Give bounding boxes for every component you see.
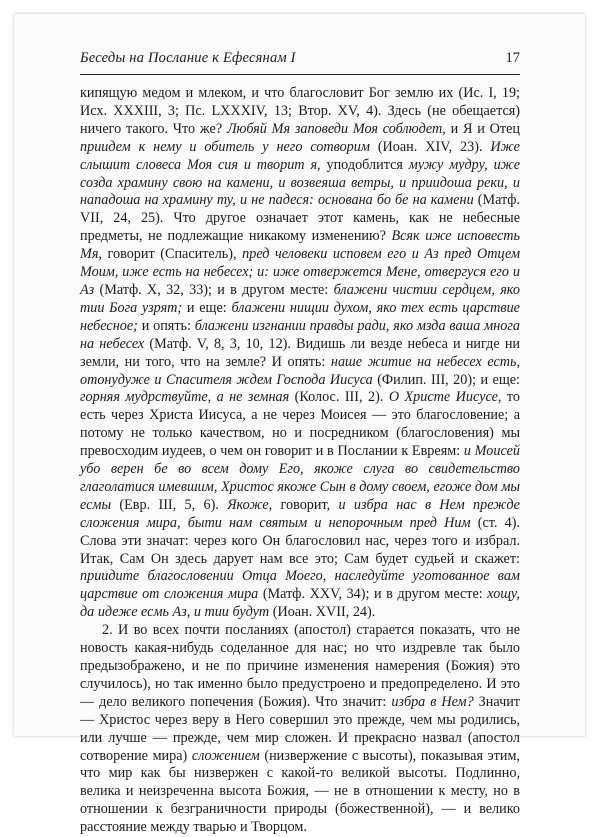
text-run: (Иоан. XVII, 24).	[269, 604, 376, 621]
text-run: (Матф. XXV, 34); и в другом месте:	[258, 586, 488, 603]
italic-quote: блажени чистии сердцем, яко тии Бога узрят;	[80, 281, 520, 316]
text-run: кипящую медом и млеком, и что благословит Бог землю их (Ис. I, 19; Исх. XXXIII, 3; Пс. LXXXIV, 13; Втор. XV, 4). Здесь (не обещается) ничего такого. Что же?	[80, 85, 520, 137]
text-run: , уподоблится	[317, 156, 409, 173]
italic-quote: хощу, да идеже есмь Аз, и тии будут	[80, 586, 520, 621]
text-run: (низвержение с высоты), показывая этим, что мир как бы низвержен с какой-то великой высоты. Подлинно, велика и неизреченна высота Божия, — не в отношении к месту, но в отношении к безграничности природы (божественной), — и велико расстояние между тварью и Творцом.	[80, 747, 520, 836]
text-run: (Евр. III, 5, 6).	[111, 496, 228, 513]
italic-quote: наше житие на небесех есть, отонудуже и Спасителя ждем Господа Иисуса	[80, 353, 520, 388]
italic-quote: блажени нищии духом, яко тех есть царствие небесное;	[80, 299, 520, 334]
running-title: Беседы на Послание к Ефесянам I	[80, 50, 296, 66]
text-run: (Матф. VII, 24, 25). Что другое означает этот камень, как не небесные предметы, не подлежащие никакому изменению?	[80, 192, 520, 245]
text-run: (Иоан. XIV, 23).	[369, 138, 491, 155]
text-run: , говорит,	[268, 496, 339, 513]
text-run: и еще:	[182, 299, 232, 316]
italic-quote: Любяй Мя заповеди Моя соблюдет	[226, 120, 443, 137]
text-run: (Филип. III, 20); и еще:	[372, 371, 520, 388]
text-run: Значит — Христос через веру в Него совершил это прежде, чем мы родились, или лучше — прежде, чем мир сложен. И прекрасно назвал (апостол сотворение мира)	[80, 693, 521, 764]
book-page	[14, 14, 585, 836]
text-run: , говорит (Спаситель),	[98, 246, 243, 263]
text-run: (Матф. V, 8, 3, 10, 12). Видишь ли везде небеса и нигде ни земли, ни того, что на земле? И опять:	[80, 335, 520, 370]
italic-quote: приидите благословении Отца Моего, наследуйте уготованное вам царствие от сложения мира	[80, 568, 520, 603]
italic-quote: Иже слышит словеса Моя сия и творит я	[80, 138, 520, 173]
italic-quote: избра в Нем?	[391, 693, 474, 710]
text-run: , и Я и Отец	[442, 120, 520, 137]
paragraph-2	[80, 622, 520, 837]
italic-quote: блажени изгнании правды ради, яко мзда ваша многа на небесех	[80, 317, 520, 352]
text-run: 2. И во всех почти посланиях (апостол) старается показать, что не новость какая-нибудь соделанное для нас; но что издревле так было предызображено, и не по причине изменения намерения (Божия) это случилось), но так именно было предустроено и предопределено. И это — дело великого попечения (Божия). Что значит:	[80, 622, 520, 710]
italic-quote: Якоже	[227, 496, 269, 513]
body-text	[80, 85, 520, 837]
italic-quote: пред человеки исповем его и Аз пред Отцем Моим, иже есть на небесех; и: иже отвержется Мене, отвергуся его и Аз	[80, 246, 520, 298]
italic-quote: мужу мудру, иже созда храмину свою на камени, и возвеяша ветры, и приидоша реки, и нападоша на храмину ту, и не падеся: основана бо бе на камени	[80, 156, 520, 209]
page-number: 17	[505, 50, 520, 66]
italic-quote: и избра нас в Нем прежде сложения мира, быти нам святым и непорочным пред Ним	[80, 496, 520, 531]
italic-quote: и Моисей убо верен бе во всем дому Его, якоже слуга во свидетельство глаголатися имевшим, Христос якоже Сын в дому своем, егоже дом мы есмы	[80, 443, 520, 513]
italic-quote: Всяк иже исповесть Мя	[80, 228, 520, 263]
paragraph-1	[80, 85, 520, 622]
text-run: (Колос. III, 2).	[289, 389, 389, 406]
italic-quote: сложением	[191, 747, 260, 764]
page-header	[80, 50, 520, 72]
italic-quote: горняя мудрствуйте, а не земная	[80, 389, 290, 406]
text-run: (Матф. X, 32, 33); и в другом месте:	[94, 281, 334, 298]
italic-quote: приидем к нему и обитель у него сотворим	[80, 138, 370, 155]
italic-quote: О Христе Иисусе	[388, 389, 498, 406]
header-rule	[80, 74, 520, 75]
text-run: и опять:	[137, 317, 195, 334]
text-run: (ст. 4). Слова эти значат: через кого Он благословил нас, через того и избрал. Итак, Сам Он здесь дарует нам все это; Сам будет судьей и скажет:	[80, 514, 520, 567]
text-run: , то есть через Христа Иисуса, а не через Моисея — это благословение; а потому не только качеством, но и посредником (благословения) мы превосходим иудеев, о чем он говорит и в Послании к Евреям:	[80, 389, 521, 460]
